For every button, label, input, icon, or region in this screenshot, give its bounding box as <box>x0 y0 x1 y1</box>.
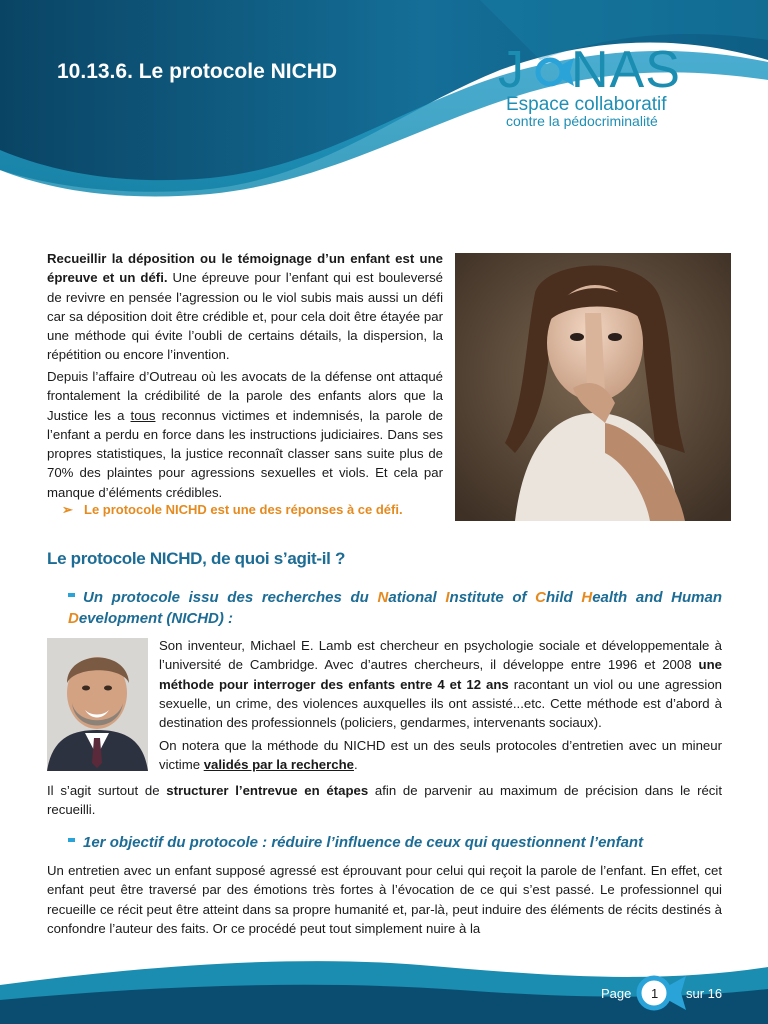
sub1-initial-n: N <box>377 589 389 606</box>
intro-lead-bold: Recueillir la déposition ou le témoignage d’un enfant est une épreuve et un défi. <box>47 251 443 286</box>
sub1-initial-i: I <box>445 589 450 606</box>
bio-p2-text-a: On notera que la méthode du NICHD est un des seuls protocoles d’entretien avec un mineur victime <box>159 738 722 773</box>
structure-paragraph <box>47 781 722 820</box>
intro-p2-text-a: Depuis l’affaire d’Outreau où les avocats de la défense ont attaqué frontalement la crédibilité de la parole des enfants alors que la Justice les a <box>47 369 443 423</box>
structure-text-b: afin de parvenir au maximum de précision dans le récit recueilli. <box>47 783 722 818</box>
intro-p2-underline: tous <box>130 407 156 423</box>
intro-p1-text: Une épreuve pour l’enfant qui est bouleversé de revivre en pensée l’agression ou le viol subis mais aussi un défi car sa déposition doit être crédible et, pour cela doit être étayée par une méthode qui évite l’oubli de certains détails, la dispersion, la répétition ou encore l’invention. <box>47 270 443 363</box>
logo-letter-j: J <box>498 41 525 99</box>
key-point-bullet <box>62 502 403 518</box>
logo-tagline-1: Espace collaboratif <box>506 94 667 115</box>
bio-p1-text-b: racontant un viol ou une agression sexuelle, un crime, des violences auxquelles ils ont assisté...etc. Cette méthode est d’abord à destination des professionnels (policiers, gendarmes, intervenants sociaux). <box>159 676 722 731</box>
bio-p1-bold: une méthode pour interroger des enfants entre 4 et 12 ans <box>159 657 722 692</box>
sub1-initial-h: H <box>581 589 593 606</box>
michael-lamb-portrait <box>47 638 148 771</box>
fish-ring-icon <box>632 970 688 1016</box>
intro-paragraph-1 <box>47 249 443 365</box>
jonas-logo <box>498 41 728 134</box>
arrow-bullet-icon: ➢ <box>62 502 73 517</box>
sub1-part-1: Un protocole issu des recherches du <box>83 589 378 606</box>
square-bullet-icon <box>68 838 75 842</box>
intro-paragraph-2 <box>47 367 443 502</box>
structure-text-a: Il s’agit surtout de <box>47 783 167 798</box>
bio-paragraph-1 <box>159 636 722 732</box>
section-heading: Le protocole NICHD, de quoi s’agit-il ? <box>47 549 346 568</box>
intro-p2-text-b: reconnus victimes et indemnisés, la parole de l’enfant a perdu en force dans les instructions judiciaires. Dans ses propres statistiques, la justice reconnaît classer sans suite plus de 70% des plaintes pour agressions sexuelles et viols. Et cela par manque d’éléments crédibles. <box>47 407 443 500</box>
interview-paragraph: Un entretien avec un enfant supposé agressé est éprouvant pour celui qui reçoit la parole de l’enfant. En effet, cet enfant peut être traversé par des émotions très fortes à l’évocation de ce qui s’est passé. Le professionnel qui recueille ce récit peut être atteint dans sa propre humanité et, par-là, peut induire des éléments de récits destinés à confondre l’auteur des faits. Or ce procédé peut tout simplement nuire à la <box>47 863 722 936</box>
bio-p2-bold-underline: validés par la recherche <box>203 757 354 773</box>
square-bullet-icon <box>68 593 75 597</box>
sub1-part-5: ealth and Human <box>592 589 723 606</box>
logo-letters-nas: NAS <box>571 41 681 99</box>
sub1-initial-c: C <box>535 589 547 606</box>
structure-bold: structurer l’entrevue en étapes <box>166 783 369 798</box>
page-total: sur 16 <box>686 986 723 1001</box>
page-number: 1 <box>651 986 659 1001</box>
bio-p1-text-a: Son inventeur, Michael E. Lamb est chercheur en psychologie sociale et développementale à l’université de Cambridge. Avec d’autres chercheurs, il développe entre 1996 et 2008 <box>159 638 722 673</box>
sub1-part-4: hild <box>546 589 582 606</box>
fish-ring-icon <box>532 54 576 90</box>
logo-tagline-2: contre la pédocriminalité <box>506 113 658 129</box>
bio-paragraph-2 <box>159 736 722 775</box>
subheading-origin <box>68 587 722 629</box>
page-title: 10.13.6. Le protocole NICHD <box>57 60 338 83</box>
sub1-part-3: nstitute of <box>449 589 536 606</box>
girl-shh-photo <box>455 253 731 521</box>
page-label: Page <box>601 986 632 1001</box>
bio-p2-text-b: . <box>353 757 358 773</box>
sub1-part-6: evelopment (NICHD) : <box>78 610 234 627</box>
logo-wordmark <box>498 41 681 99</box>
key-point-text: Le protocole NICHD est une des réponses à ce défi. <box>84 502 403 517</box>
subheading-objective-1 <box>68 834 722 851</box>
sub1-initial-d: D <box>68 610 79 627</box>
objective-1-text: 1er objectif du protocole : réduire l’influence de ceux qui questionnent l’enfant <box>83 834 644 851</box>
sub1-part-2: ational <box>388 589 446 606</box>
